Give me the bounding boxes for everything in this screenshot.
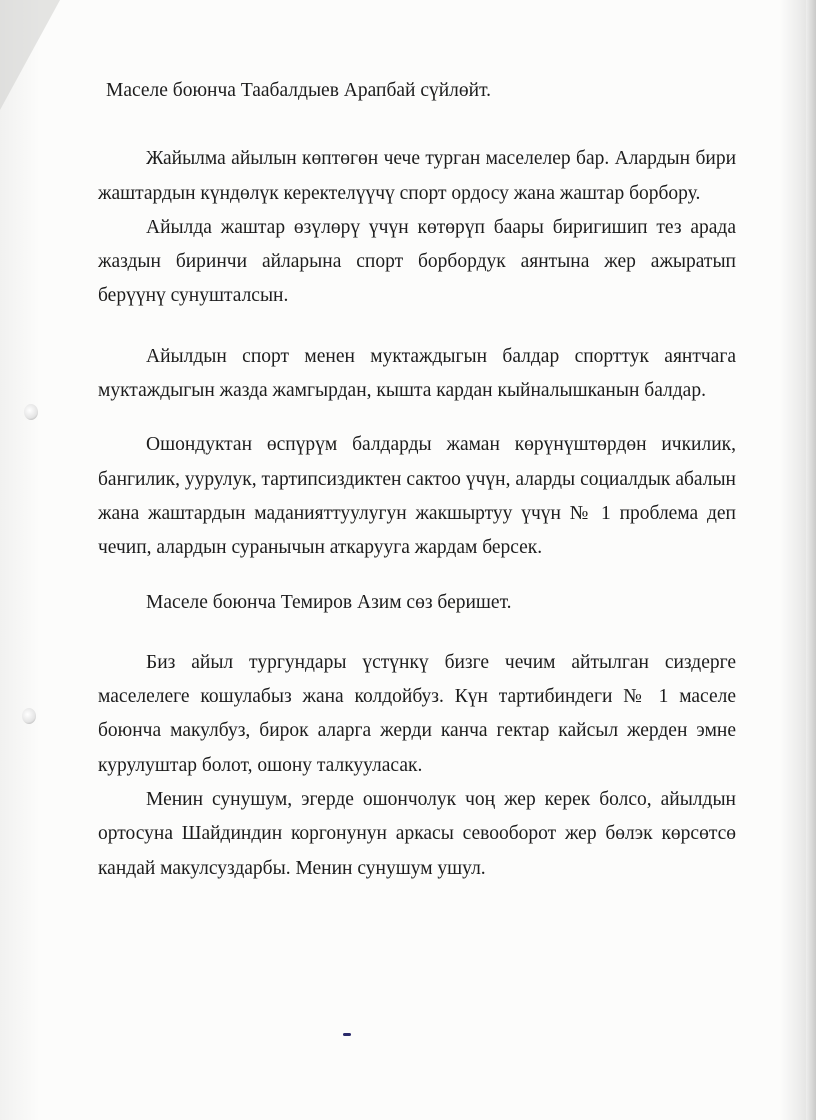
folded-corner [0, 0, 60, 110]
document-body [98, 74, 736, 886]
ink-mark [343, 1033, 351, 1036]
speaker-heading: Маселе боюнча Темиров Азим сөз беришет. [146, 591, 512, 613]
paragraph: Ошондуктан өспүрүм балдарды жаман көрүнүштөрдөн ичкилик, бангилик, уурулук, тартипсиздиктен сактоо үчүн, аларды социалдык абалын жана жаштардын маданияттуулугун жакшыртуу үчүн № 1 проблема деп чечип, алардын суранычын аткарууга жардам берсек. [98, 434, 736, 559]
paragraph: Жайылма айылын көптөгөн чече турган маселелер бар. Алардын бири жаштардын күндөлүк керектелүүчү спорт ордосу жана жаштар борбору. [98, 148, 736, 204]
paragraph: Айылда жаштар өзүлөрү үчүн көтөрүп баары биригишип тез арада жаздын биринчи айларына спорт борбордук аянтына жер ажыратып берүүнү сунушталсын. [98, 216, 736, 307]
paragraph: Айылдын спорт менен муктаждыгын балдар спорттук аянтчага муктаждыгын жазда жамгырдан, кышта кардан кыйналышканын балдар. [98, 345, 736, 402]
speaker-heading: Маселе боюнча Таабалдыев Арапбай сүйлөйт. [106, 80, 492, 101]
punch-hole [24, 404, 38, 420]
paragraph: Биз айыл тургундары үстүнкү бизге чечим айтылган сиздерге маселелеге кошулабыз жана колдойбуз. Күн тартибиндеги № 1 маселе боюнча макулбуз, бирок аларга жерди канча гектар кайсыл жерден эмне курулуштар болот, ошону талкууласак. [98, 651, 736, 776]
punch-hole [22, 708, 36, 724]
page-edge-shadow [806, 0, 816, 1120]
paragraph: Менин сунушум, эгерде ошончолук чоң жер керек болсо, айылдын ортосуна Шайдиндин коргонунун аркасы севооборот жер бөлэк көрсөтсө кандай макулсуздарбы. Менин сунушум ушул. [98, 789, 736, 879]
